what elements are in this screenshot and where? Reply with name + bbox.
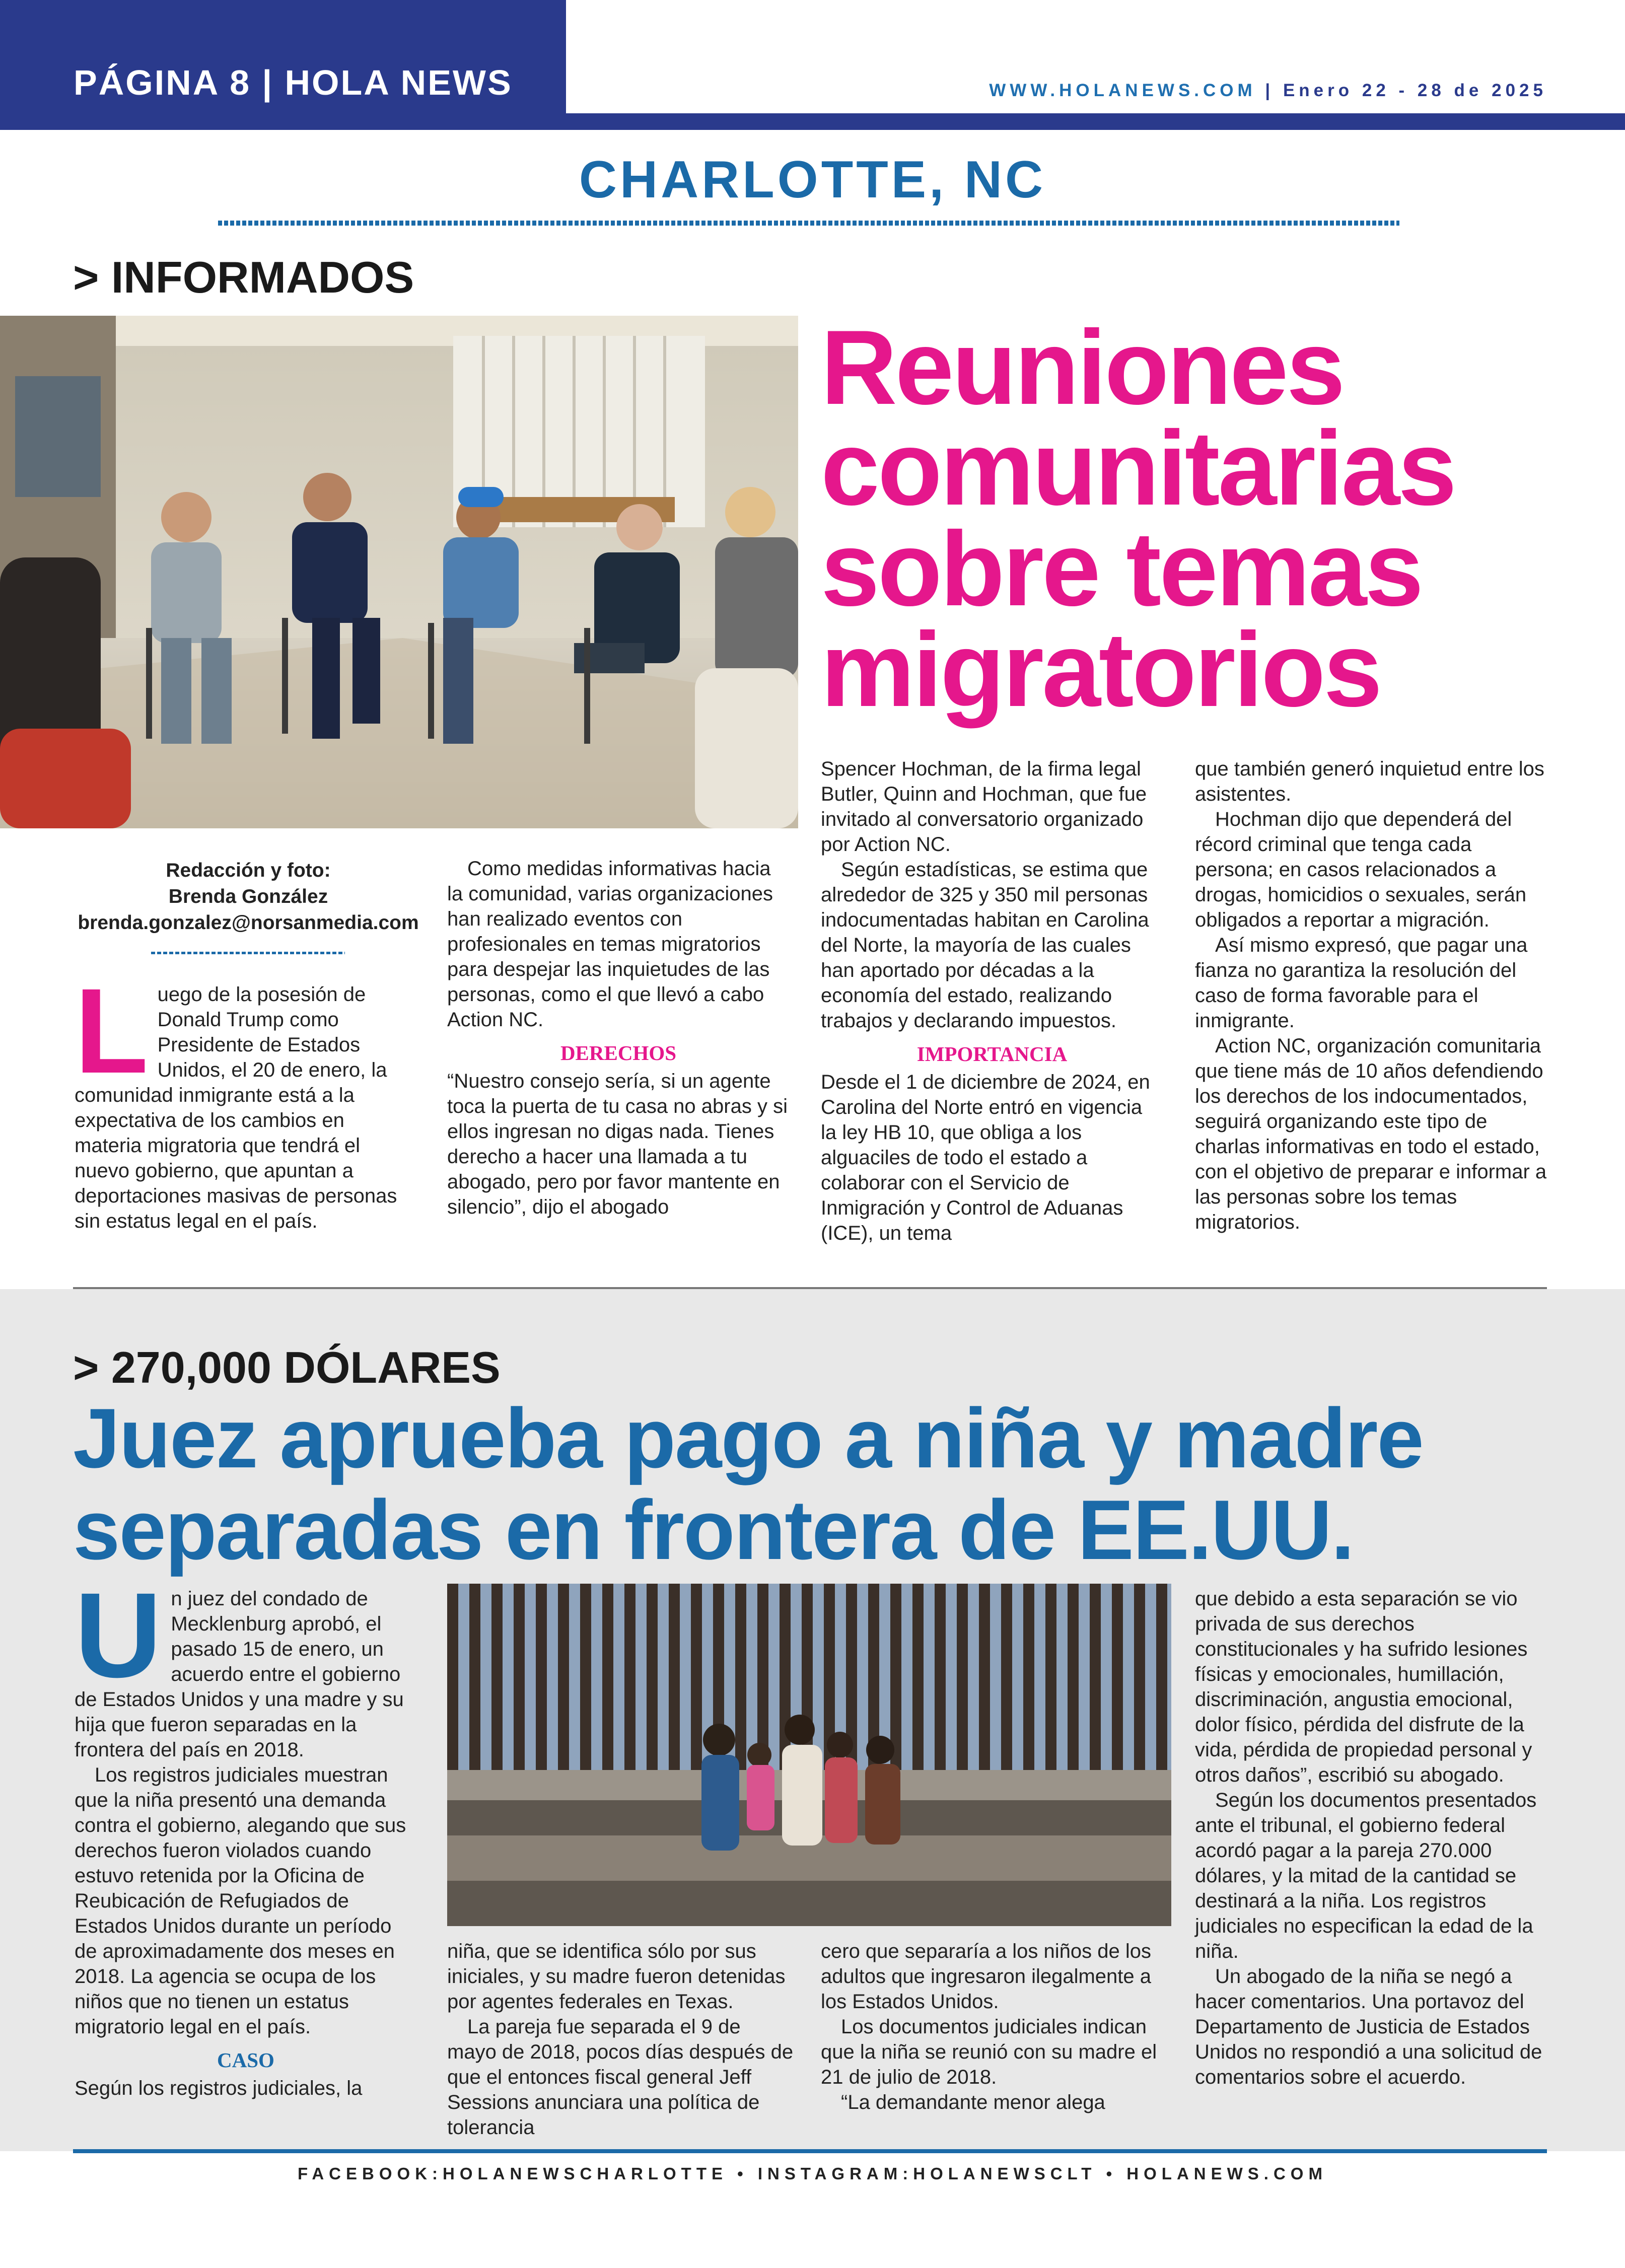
article1-column-3 <box>821 756 1163 1246</box>
article2-paragraph: cero que separaría a los niños de los adultos que ingresaron ilegalmente a los Estados Unidos. <box>821 1940 1151 2013</box>
article2-paragraph: niña, que se identifica sólo por sus iniciales, y su madre fueron detenidas por agentes federales en Texas. <box>447 1940 786 2013</box>
byline-divider <box>151 952 345 954</box>
article2-column-4 <box>1195 1586 1547 2090</box>
article2-paragraph: Los documentos judiciales indican que la niña se reunió con su madre el 21 de julio de 2018. <box>821 2016 1157 2088</box>
article1-paragraph: Spencer Hochman, de la firma legal Butler, Quinn and Hochman, que fue invitado al conversatorio organizado por Action NC. <box>821 758 1147 856</box>
section-city: CHARLOTTE, NC <box>579 151 1046 209</box>
subhead-importancia: IMPORTANCIA <box>916 1042 1068 1066</box>
byline-author: Brenda González <box>168 886 328 907</box>
subhead-derechos: DERECHOS <box>560 1041 677 1065</box>
footer-social: FACEBOOK:HOLANEWSCHARLOTTE • INSTAGRAM:HOLANEWSCLT • HOLANEWS.COM <box>298 2164 1327 2183</box>
meeting-photo <box>0 316 798 828</box>
article1-paragraph: Action NC, organización comunitaria que tiene más de 10 años defendiendo los derechos de los indocumentados, seguirá organizando este tipo de charlas informativas en todo el estado, con el objetivo de preparar e informar a las personas sobre los temas migratorios. <box>1195 1035 1547 1233</box>
article-separator <box>73 1287 1547 1289</box>
article2-paragraph: Según los documentos presentados ante el tribunal, el gobierno federal acordó pagar a la pareja 270.000 dólares, y la mitad de la cantidad se destinará a la niña. Los registros judiciales no especifican la edad de la niña. <box>1195 1789 1537 1962</box>
article2-paragraph: que debido a esta separación se vio privada de sus derechos constitucionales y ha sufrido lesiones físicas y emocionales, humillación, discriminación, angustia emocional, dolor físico, pérdida del disfrute de la vida, pérdida de propiedad personal y otros daños”, escribió su abogado. <box>1195 1588 1532 1786</box>
article1-paragraph: Según estadísticas, se estima que alrededor de 325 y 350 mil personas indocumentadas habitan en Carolina del Norte, la mayoría de las cuales han aportado por décadas a la economía del estado, realizando trabajos y declarando impuestos. <box>821 859 1149 1032</box>
article2-kicker: > 270,000 DÓLARES <box>73 1342 501 1392</box>
article1-column-2 <box>447 856 790 1220</box>
border-fence-image <box>447 1584 1171 1926</box>
issue-date: Enero 22 - 28 de 2025 <box>1283 81 1547 100</box>
article2-column-1 <box>75 1568 417 2101</box>
article1-paragraph: Como medidas informativas hacia la comunidad, varias organizaciones han realizado eventos con profesionales en temas migratorios para despejar las inquietudes de las personas, como el que llevó a cabo Action NC. <box>447 858 773 1031</box>
dropcap-u: U <box>75 1568 162 1703</box>
section-divider <box>218 221 1399 226</box>
meeting-photo-image <box>0 316 798 828</box>
byline-email[interactable]: brenda.gonzalez@norsanmedia.com <box>78 912 419 934</box>
article1-paragraph: “Nuestro consejo sería, si un agente toca la puerta de tu casa no abras y si ellos ingresan no digas nada. Tienes derecho a hacer una llamada a tu abogado, pero por favor mantente en silencio”, dijo el abogado <box>447 1070 788 1218</box>
article1-paragraph: Desde el 1 de diciembre de 2024, en Carolina del Norte entró en vigencia la ley HB 10, que obliga a los alguaciles de todo el estado a colaborar con el Servicio de Inmigración y Control de Aduanas (ICE), un tema <box>821 1071 1150 1244</box>
article1-column-4 <box>1195 756 1547 1235</box>
article1-paragraph: que también generó inquietud entre los asistentes. <box>1195 758 1544 805</box>
header-meta <box>989 81 1547 101</box>
footer-rule <box>73 2149 1547 2153</box>
article2-paragraph: Según los registros judiciales, la <box>75 2077 363 2099</box>
website-link[interactable]: WWW.HOLANEWS.COM <box>989 81 1256 100</box>
border-photo <box>447 1584 1171 1926</box>
article1-paragraph: Hochman dijo que dependerá del récord criminal que tenga cada persona; en casos relacionados a drogas, homicidios o sexuales, serán obligados a reportar a migración. <box>1195 808 1527 931</box>
article2-paragraph: Un abogado de la niña se negó a hacer comentarios. Una portavoz del Departamento de Justicia de Estados Unidos no respondió a una solicitud de comentarios sobre el acuerdo. <box>1195 1965 1542 2088</box>
header-separator: | <box>1265 81 1275 100</box>
article2-paragraph: “La demandante menor alega <box>841 2091 1105 2113</box>
article2-paragraph: Los registros judiciales muestran que la niña presentó una demanda contra el gobierno, alegando que sus derechos fueron violados cuando estuvo retenida por la Oficina de Reubicación de Refugiados de Estados Unidos durante un período de aproximadamente dos meses en 2018. La agencia se ocupa de los niños que no tienen un estatus migratorio legal en el país. <box>75 1764 406 2038</box>
article1-lead: uego de la posesión de Donald Trump como Presidente de Estados Unidos, el 20 de enero, la comunidad inmigrante está a la expectativa de los cambios en materia migratoria que tendrá el nuevo gobierno, que apuntan a deportaciones masivas de personas sin estatus legal en el país. <box>75 983 397 1232</box>
header-rule <box>566 113 1625 130</box>
article2-headline: Juez aprueba pago a niña y madre separadas en frontera de EE.UU. <box>73 1391 1423 1577</box>
byline-label: Redacción y foto: <box>166 860 331 881</box>
article1-byline <box>75 858 422 936</box>
subhead-caso: CASO <box>217 2048 274 2072</box>
dropcap-l: L <box>75 963 149 1098</box>
article2-column-2 <box>447 1939 795 2140</box>
article1-headline: Reuniones comunitarias sobre temas migratorios <box>821 308 1455 729</box>
article1-paragraph: Así mismo expresó, que pagar una fianza no garantiza la resolución del caso de forma favorable para el inmigrante. <box>1195 934 1528 1032</box>
page-label: PÁGINA 8 | HOLA NEWS <box>74 63 513 102</box>
article2-column-3 <box>821 1939 1168 2115</box>
article2-paragraph: La pareja fue separada el 9 de mayo de 2018, pocos días después de que el entonces fiscal general Jeff Sessions anunciara una política de tolerancia <box>447 2016 794 2139</box>
article1-column-1 <box>75 963 407 1234</box>
article1-kicker: > INFORMADOS <box>73 252 414 302</box>
article2-lead: n juez del condado de Mecklenburg aprobó, el pasado 15 de enero, un acuerdo entre el gobierno de Estados Unidos y una madre y su hija que fueron separadas en la frontera del país en 2018. <box>75 1588 404 1761</box>
